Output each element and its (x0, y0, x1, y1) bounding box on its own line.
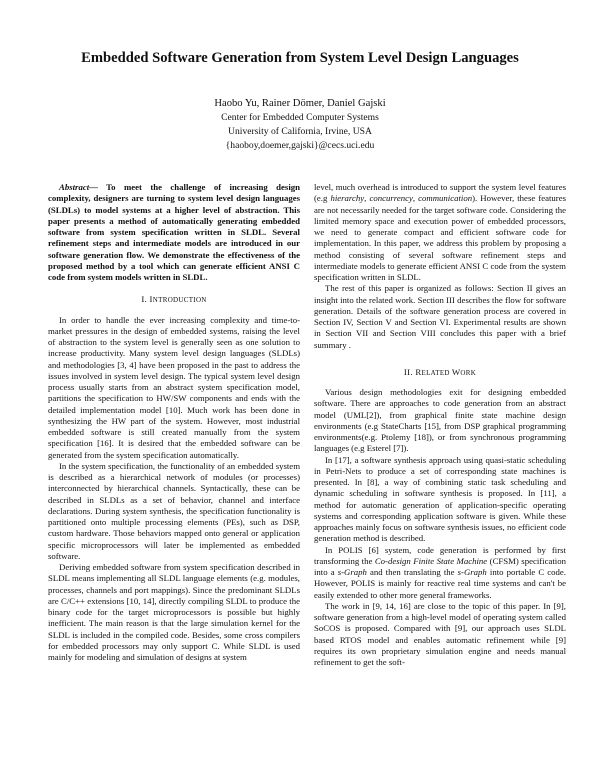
related-paragraph: In [17], a software synthesis approach using quasi-static scheduling in Petri-Nets to produce a set of corresponding state machines is presented. In [8], a way of combining static task scheduling and dynamic scheduling in software synthesis is proposed. In [11], a method for automatic generation of application-specific operating systems and corresponding application software is given. While these approaches mainly focus on software synthesis issues, no efficient code generation method is described. (314, 454, 566, 544)
affiliation-line-1: Center for Embedded Computer Systems (221, 112, 379, 123)
related-paragraph: Various design methodologies exit for designing embedded software. There are approaches to code generation from an abstract model (UML[2]), from graphical finite state machine design environments (e.g StateCharts [15], from DSP graphical programming environments(e.g. Ptolemy [18]), or from synchronous programming languages (e.g Esterel [7]). (314, 387, 566, 454)
affiliation-line-2: University of California, Irvine, USA (228, 126, 372, 137)
author-block (0, 97, 600, 153)
right-column (314, 182, 566, 668)
abstract (48, 182, 300, 283)
abstract-text: — To meet the challenge of increasing design complexity, designers are turning to system level design languages (SLDLs) to model systems at a higher level of abstraction. This paper presents a method of automatically generating embedded software from system specification written in SLDL. Several refinement steps and intermediate models are introduced in our software generation flow. We demonstrate the effectiveness of the proposed method by a tool which can generate efficient ANSI C code from system models written in SLDL. (48, 182, 300, 282)
intro-paragraph: Deriving embedded software from system specification described in SLDL means implementing all SLDL language elements (e.g. modules, processes, channels and port mappings). Since the predominant SLDLs are C/C++ extensions [10, 14], directly compiling SLDL to produce the binary code for the target microprocessors is possible but highly inefficient. The main reason is that the large simulation kernel for the SLDL is included in the compiled code. Besides, some cross compilers for embedded processors may only support C. While SLDL is used mainly for modeling and simulation of designs at system (48, 562, 300, 662)
author-names: Haobo Yu, Rainer Dömer, Daniel Gajski (214, 98, 386, 109)
intro-paragraph: The rest of this paper is organized as follows: Section II gives an insight into the related work. Section III describes the flow for software generation. Details of the software generation process are covered in Section IV, Section V and Section VI. Experimental results are shown in Section VII and Section VIII concludes this paper with a brief summary . (314, 283, 566, 350)
abstract-label: Abstract (59, 182, 90, 192)
intro-paragraph: In the system specification, the functionality of an embedded system is described as a hierarchical network of modules (or processes) interconnected by hierarchical channels. Syntactically, these can be described in SLDLs as a set of behavior, channel and interface declarations. During system synthesis, the specification functionality is partitioned onto multiple processing elements (PEs), such as DSP, custom hardware. Those behaviors mapped onto general or application specific microprocessors will later be implemented as embedded software. (48, 460, 300, 561)
intro-paragraph: In order to handle the ever increasing complexity and time-to-market pressures in the design of embedded systems, raising the level of abstraction to the system level is generally seen as one solution to increase productivity. Many system level design languages (SLDLs) and methodologies [3, 4] have been proposed in the past to address the issues involved in system level design. The typical system level design process usually starts from an abstract system specification model, partitions the specification to HW/SW components and ends with the detailed implementation model [10]. Much work has been done in synthesizing the HW part of the system. However, most industrial embedded software is still created manually from the system specification [16]. It is desired that the embedded software can be generated from the system specification automatically. (48, 314, 300, 460)
paper-title: Embedded Software Generation from System Level Design Languages (81, 50, 519, 66)
related-paragraph: The work in [9, 14, 16] are close to the topic of this paper. In [9], software generation from a high-level model of operating system called SoCOS is proposed. Compared with [9], our approach uses SLDL based RTOS model and enables automatic refinement while [9] requires its own proprietary simulation engine and needs manual refinement to get the soft- (314, 600, 566, 667)
related-paragraph-polis: In POLIS [6] system, code generation is performed by first transforming the Co-design Finite State Machine (CFSM) specification into a s-Graph and then translating the s-Graph into portable C code. However, POLIS is mainly for reactive real time systems and can't be easily extended to other more general frameworks. (314, 544, 566, 600)
author-email: {haoboy,doemer,gajski}@cecs.uci.edu (225, 140, 375, 151)
left-column (48, 182, 300, 663)
section-heading-introduction: I. INTRODUCTION (141, 294, 207, 305)
section-heading-related-work: II. RELATED WORK (403, 366, 477, 377)
intro-paragraph-continued: level, much overhead is introduced to support the system level features (e.g hierarchy, concurrency, communication). However, these features are not necessarily needed for the target software code. Considering the limited memory space and execution power of embedded processors, we need to generate compact and efficient software code for implementation. In this paper, we address this problem by proposing a method consisting of several software refinement steps and intermediate models to generate efficient ANSI C code from the system specification written in SLDL. (314, 182, 567, 282)
